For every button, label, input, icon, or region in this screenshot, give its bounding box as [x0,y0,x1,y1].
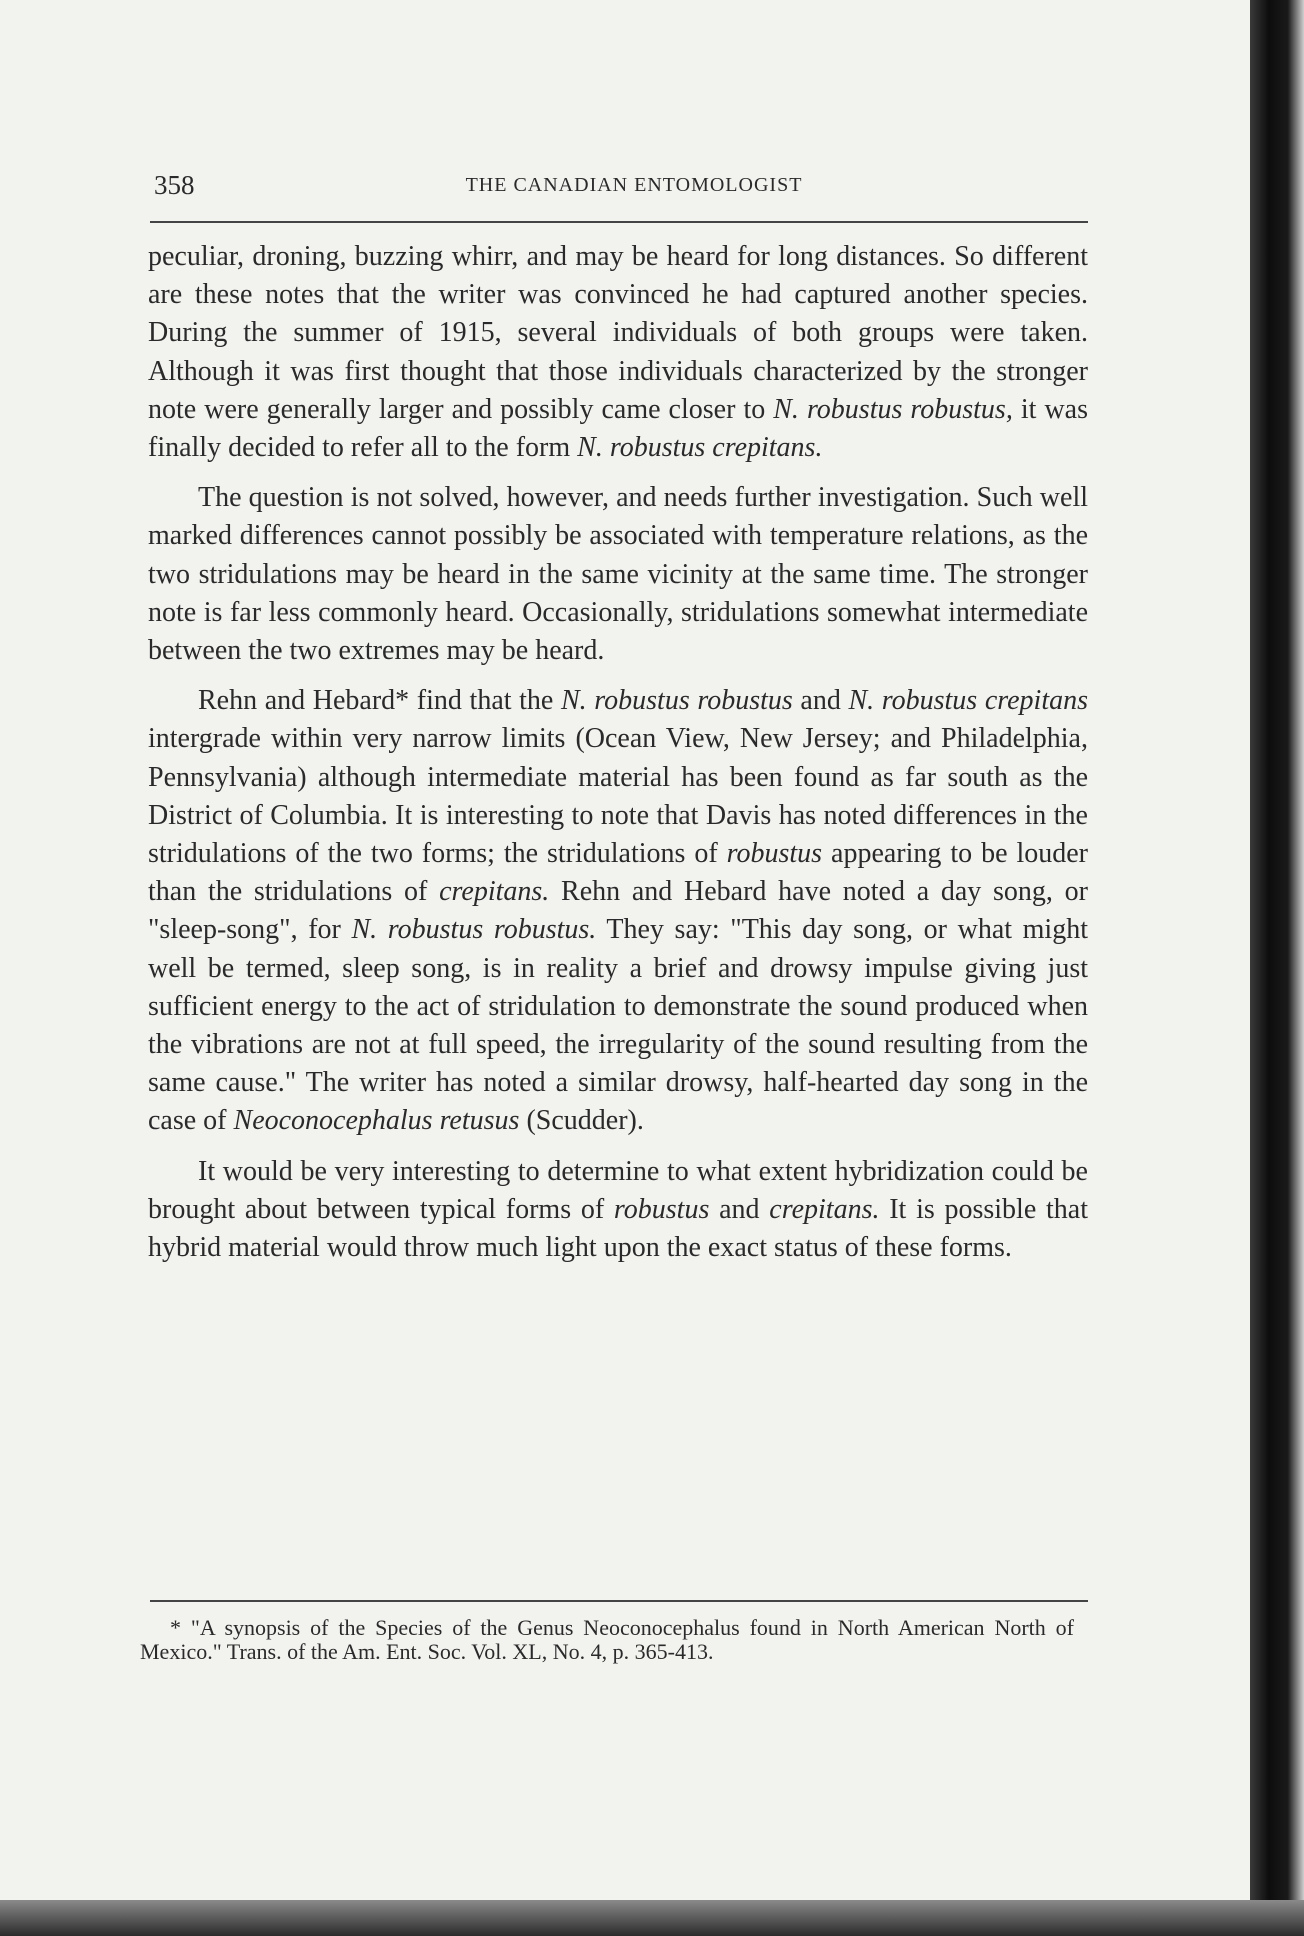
scan-bottom-edge [0,1900,1304,1936]
p3-text-6: They say: "This day song, or what might well be termed, sleep song, is in reality a brief and drowsy impulse giving just sufficient energy to the act of stridulation to demonstrate the sound produced when the vibrations are not at full speed, the irregularity of the sound resulting from the same cause." The writer has noted a similar drowsy, half-hearted day song in the case of [148,914,1088,1137]
p3-italic-4: crepitans. [439,876,550,908]
footnote-rule [150,1600,1088,1602]
p3-text-1: Rehn and Hebard* find that the [198,685,561,717]
p1-text-1: peculiar, droning, buzzing whirr, and may be heard for long distances. So different are these notes that the writer was convinced he had captured another species. During the summer of 1915, several individuals of both groups were taken. Although it was first thought that those individuals characterized by the stronger note were generally larger and possibly came closer to [148,241,1088,425]
p4-italic-1: robustus [613,1193,710,1225]
paragraph-1 [148,238,1088,467]
p3-italic-1: N. robustus robustus [560,685,793,717]
p1-italic-1: N. robustus robustus, [773,393,1013,425]
p3-italic-5: N. robustus robustus. [351,914,597,946]
p1-italic-2: N. robustus crepitans. [577,432,823,464]
page-header [150,166,1088,206]
p3-text-3: intergrade within very narrow limits (Ocean View, New Jersey; and Philadelphia, Pennsylvania) although intermediate material has been found as far south as the District of Columbia. It is interesting to note that Davis has noted differences in the stridulations of the two forms; the stridulations of [148,723,1088,870]
p3-text-2: and [792,685,849,717]
running-head: THE CANADIAN ENTOMOLOGIST [465,174,803,196]
p3-text-7: (Scudder). [519,1105,644,1137]
book-spine-edge [1250,0,1304,1936]
p1-text-2: it was finally decided to refer all to the form [148,393,1088,464]
footnote-text: * "A synopsis of the Species of the Genus Neoconocephalus found in North American North of Mexico." Trans. of the Am. Ent. Soc. Vol. XL, No. 4, p. 365-413. [140,1615,1074,1664]
p4-text-1: It would be very interesting to determine to what extent hybridization could be brought about between typical forms of [148,1155,1088,1225]
p4-text-2: and [709,1193,770,1225]
paragraph-2 [148,479,1088,670]
page-number: 358 [154,170,195,200]
p3-italic-2: N. robustus crepitans [848,685,1088,717]
paragraph-4 [148,1153,1088,1268]
p3-italic-3: robustus [726,838,823,870]
p3-italic-6: Neoconocephalus retusus [233,1105,520,1137]
p4-text-3: It is possible that hybrid material would throw much light upon the exact status of these forms. [148,1193,1089,1264]
paragraph-3 [148,682,1088,1140]
p3-text-5: Rehn and Hebard have noted a day song, or "sleep-song", for [148,876,1088,946]
p2-text-1: The question is not solved, however, and needs further investigation. Such well marked differences cannot possibly be associated with temperature relations, as the two stridulations may be heard in the same vicinity at the same time. The stronger note is far less commonly heard. Occasionally, stridulations somewhat intermediate between the two extremes may be heard. [148,482,1088,667]
p3-text-4: appearing to be louder than the stridulations of [148,838,1088,908]
footnote [140,1616,1074,1664]
header-rule [150,221,1088,223]
body-text [148,238,1088,1279]
p4-italic-2: crepitans. [769,1193,880,1225]
